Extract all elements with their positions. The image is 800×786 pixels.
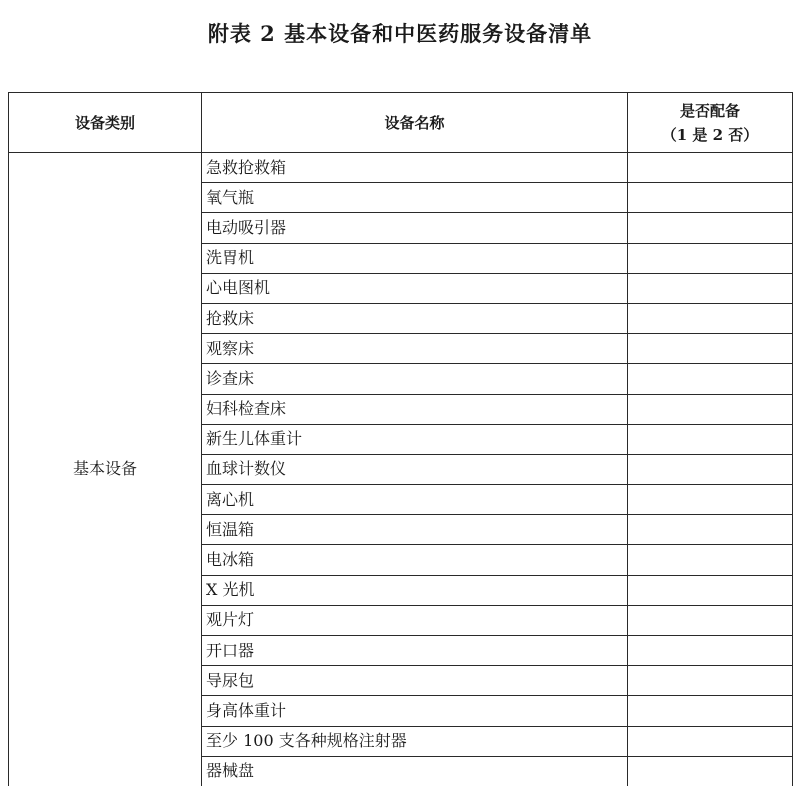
equipment-name-cell: 抢救床 [202, 303, 628, 333]
page-title: 附表 2 基本设备和中医药服务设备清单 [207, 21, 593, 46]
equipment-table [8, 92, 793, 786]
equipped-value-cell[interactable] [628, 334, 793, 364]
equipped-value-cell[interactable] [628, 515, 793, 545]
equipped-value-cell[interactable] [628, 726, 793, 756]
equipment-name-cell: 急救抢救箱 [202, 153, 628, 183]
equipment-name-cell: 身高体重计 [202, 696, 628, 726]
equipment-name-cell: 离心机 [202, 485, 628, 515]
equipped-value-cell[interactable] [628, 545, 793, 575]
equipped-value-cell[interactable] [628, 213, 793, 243]
equipped-value-cell[interactable] [628, 575, 793, 605]
equipment-name-cell: 心电图机 [202, 273, 628, 303]
header-equipped-line2: （1 是 2 否） [661, 125, 759, 144]
equipment-name-cell: 电动吸引器 [202, 213, 628, 243]
equipped-value-cell[interactable] [628, 485, 793, 515]
equipped-value-cell[interactable] [628, 636, 793, 666]
header-name: 设备名称 [202, 93, 628, 153]
equipment-name-cell: 电冰箱 [202, 545, 628, 575]
equipped-value-cell[interactable] [628, 756, 793, 786]
equipment-name-cell: 导尿包 [202, 666, 628, 696]
table-row [9, 153, 793, 183]
equipment-name-cell: 恒温箱 [202, 515, 628, 545]
equipment-name-cell: X 光机 [202, 575, 628, 605]
equipment-name-cell: 诊查床 [202, 364, 628, 394]
equipment-name-cell: 观片灯 [202, 605, 628, 635]
header-equipped [628, 93, 793, 153]
equipment-name-cell: 血球计数仪 [202, 454, 628, 484]
equipped-value-cell[interactable] [628, 605, 793, 635]
equipped-value-cell[interactable] [628, 243, 793, 273]
equipment-name-cell: 新生儿体重计 [202, 424, 628, 454]
equipped-value-cell[interactable] [628, 183, 793, 213]
equipped-value-cell[interactable] [628, 153, 793, 183]
equipment-name-cell: 器械盘 [202, 756, 628, 786]
table-header-row [9, 93, 793, 153]
equipment-name-cell: 洗胃机 [202, 243, 628, 273]
equipment-name-cell: 至少 100 支各种规格注射器 [202, 726, 628, 756]
equipped-value-cell[interactable] [628, 394, 793, 424]
equipment-name-cell: 观察床 [202, 334, 628, 364]
category-cell: 基本设备 [9, 153, 202, 786]
equipment-name-cell: 氧气瓶 [202, 183, 628, 213]
equipped-value-cell[interactable] [628, 454, 793, 484]
equipped-value-cell[interactable] [628, 364, 793, 394]
table-body [9, 153, 793, 786]
equipped-value-cell[interactable] [628, 424, 793, 454]
header-equipped-line1: 是否配备 [679, 101, 740, 120]
equipped-value-cell[interactable] [628, 303, 793, 333]
equipment-name-cell: 开口器 [202, 636, 628, 666]
equipped-value-cell[interactable] [628, 273, 793, 303]
equipped-value-cell[interactable] [628, 666, 793, 696]
equipped-value-cell[interactable] [628, 696, 793, 726]
equipment-name-cell: 妇科检查床 [202, 394, 628, 424]
header-category: 设备类别 [9, 93, 202, 153]
